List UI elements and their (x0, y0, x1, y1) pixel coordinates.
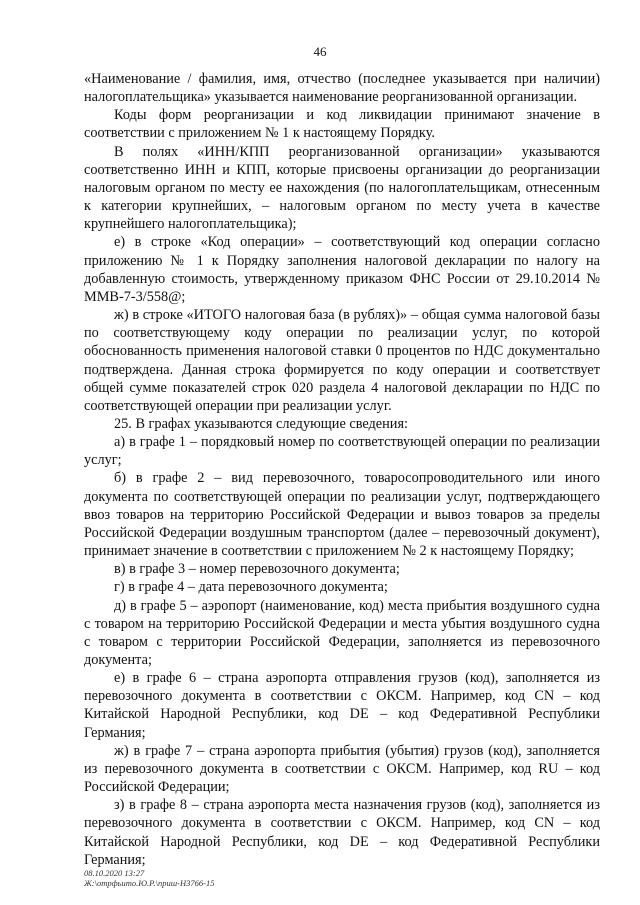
footer-file-path: Ж:\отрфьито.Ю.Р.\приш-Н3766-15 (84, 878, 215, 888)
paragraph: 25. В графах указываются следующие сведения: (114, 415, 409, 432)
footer-timestamp: 08.10.2020 13:27 (84, 868, 145, 878)
page-number: 46 (313, 44, 327, 59)
paragraph: з) в графе 8 – страна аэропорта места назначения грузов (код), заполняется из перевозочного документа в соответствии с ОКСМ. Например, код CN – код Китайской Народной Республики, код DE – код Федеративной Республики Германия; (84, 797, 600, 868)
paragraph: в) в графе 3 – номер перевозочного документа; (114, 561, 400, 578)
paragraph: е) в строке «Код операции» – соответствующий код операции согласно приложению № 1 к Порядку заполнения налоговой декларации по налогу на добавленную стоимость, утвержденному приказом ФНС России от 29.10.2014 № ММВ-7-3/558@; (84, 234, 600, 305)
paragraph: ж) в графе 7 – страна аэропорта прибытия (убытия) грузов (код), заполняется из перевозочного документа в соответствии с ОКСМ. Например, код RU – код Российской Федерации; (84, 742, 600, 796)
paragraph: «Наименование / фамилия, имя, отчество (последнее указывается при наличии) налогоплательщика» указывается наименование реорганизованной организации. (84, 71, 600, 106)
paragraph: а) в графе 1 – порядковый номер по соответствующей операции по реализации услуг; (84, 434, 600, 469)
document-footer (84, 868, 214, 888)
paragraph: Коды форм реорганизации и код ликвидации принимают значение в соответствии с приложением № 1 к настоящему Порядку. (84, 107, 600, 142)
paragraph: ж) в строке «ИТОГО налоговая база (в рублях)» – общая сумма налоговой базы по соответствующему коду операции по реализации услуг, по которой обоснованность применения налоговой ставки 0 процентов по НДС документально подтверждена. Данная строка формируется по коду операции и соответствует общей сумме показателей строк 020 раздела 4 налоговой декларации по НДС по соответствующей операции при реализации услуг. (84, 307, 600, 414)
paragraph: б) в графе 2 – вид перевозочного, товаросопроводительного или иного документа по соответствующей операции по реализации услуг, подтверждающего ввоз товаров на территорию Российской Федерации и вывоз товаров за пределы Российской Федерации воздушным транспортом (далее – перевозочный документ), принимает значение в соответствии с приложением № 2 к настоящему Порядку; (84, 470, 600, 560)
paragraph: В полях «ИНН/КПП реорганизованной организации» указываются соответственно ИНН и КПП, которые присвоены организации до реорганизации налоговым органом по месту ее нахождения (по налогоплательщикам, отнесенным к категории крупнейших, – налоговым органом по месту учета в качестве крупнейшего налогоплательщика); (84, 143, 600, 233)
paragraph: е) в графе 6 – страна аэропорта отправления грузов (код), заполняется из перевозочного документа в соответствии с ОКСМ. Например, код CN – код Китайской Народной Республики, код DE – код Федеративной Республики Германия; (84, 670, 600, 741)
paragraph: д) в графе 5 – аэропорт (наименование, код) места прибытия воздушного судна с товаром на территорию Российской Федерации и места убытия воздушного судна с товаром с территории Российской Федерации, заполняется из перевозочного документа; (84, 597, 600, 668)
document-body (84, 70, 600, 869)
paragraph: г) в графе 4 – дата перевозочного документа; (114, 579, 388, 596)
